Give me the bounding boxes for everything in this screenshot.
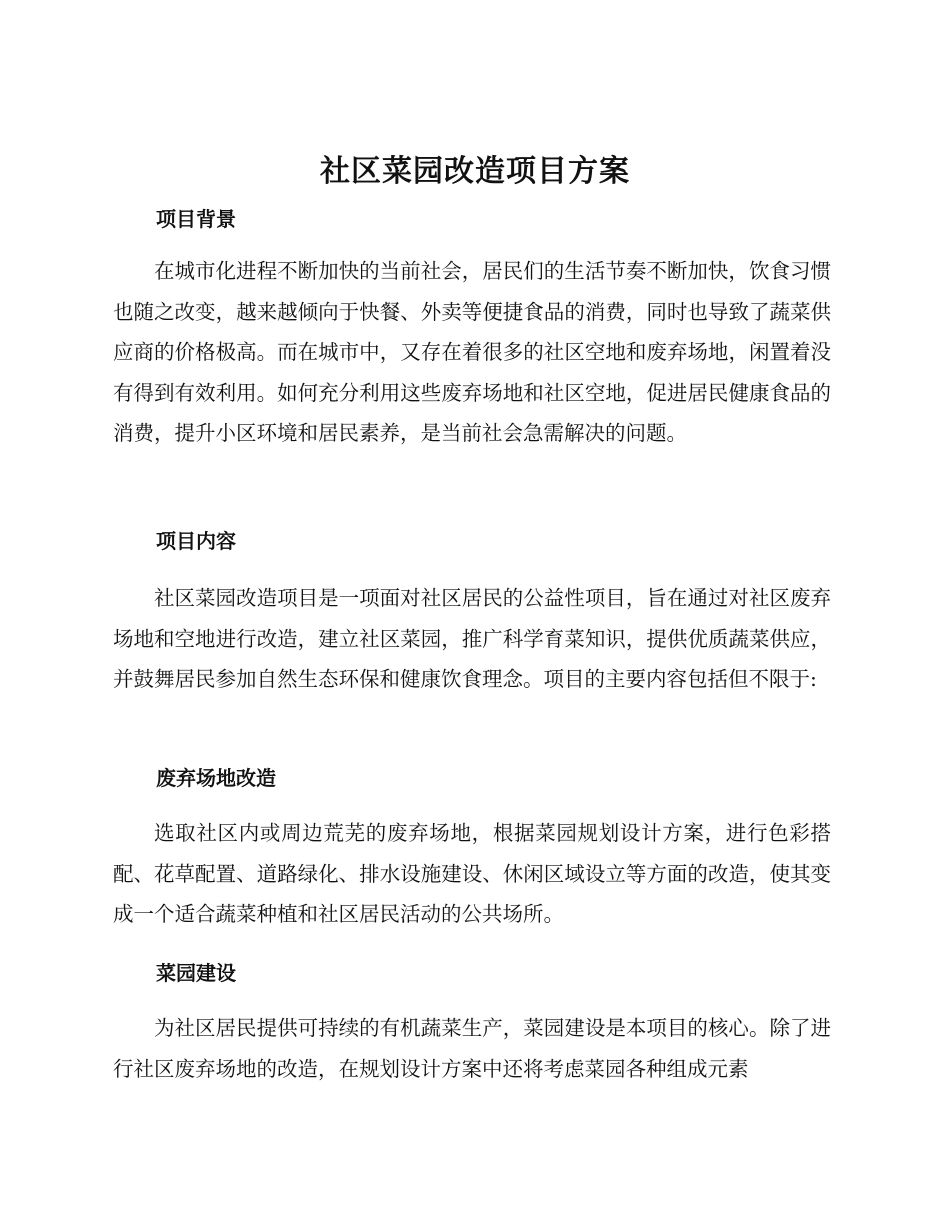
section-paragraph-garden-construction: 为社区居民提供可持续的有机蔬菜生产，菜园建设是本项目的核心。除了进行社区废弃场地的改造，在规划设计方案中还将考虑菜园各种组成元素 <box>113 1016 831 1081</box>
section-heading-site-renovation: 废弃场地改造 <box>156 766 276 790</box>
section-paragraph-background: 在城市化进程不断加快的当前社会，居民们的生活节奏不断加快，饮食习惯也随之改变，越来越倾向于快餐、外卖等便捷食品的消费，同时也导致了蔬菜供应商的价格极高。而在城市中，又存在着很多的社区空地和废弃场地，闲置着没有得到有效利用。如何充分利用这些废弃场地和社区空地，促进居民健康食品的消费，提升小区环境和居民素养，是当前社会急需解决的问题。 <box>113 259 831 445</box>
document-title: 社区菜园改造项目方案 <box>320 154 630 189</box>
section-heading-garden-construction: 菜园建设 <box>156 961 236 985</box>
section-heading-background: 项目背景 <box>156 207 236 231</box>
section-paragraph-content: 社区菜园改造项目是一项面对社区居民的公益性项目，旨在通过对社区废弃场地和空地进行改造，建立社区菜园，推广科学育菜知识，提供优质蔬菜供应，并鼓舞居民参加自然生态环保和健康饮食理念。项目的主要内容包括但不限于: <box>113 586 831 691</box>
section-heading-content: 项目内容 <box>156 529 236 553</box>
section-paragraph-site-renovation: 选取社区内或周边荒芜的废弃场地，根据菜园规划设计方案，进行色彩搭配、花草配置、道路绿化、排水设施建设、休闲区域设立等方面的改造，使其变成一个适合蔬菜种植和社区居民活动的公共场所。 <box>113 821 831 926</box>
